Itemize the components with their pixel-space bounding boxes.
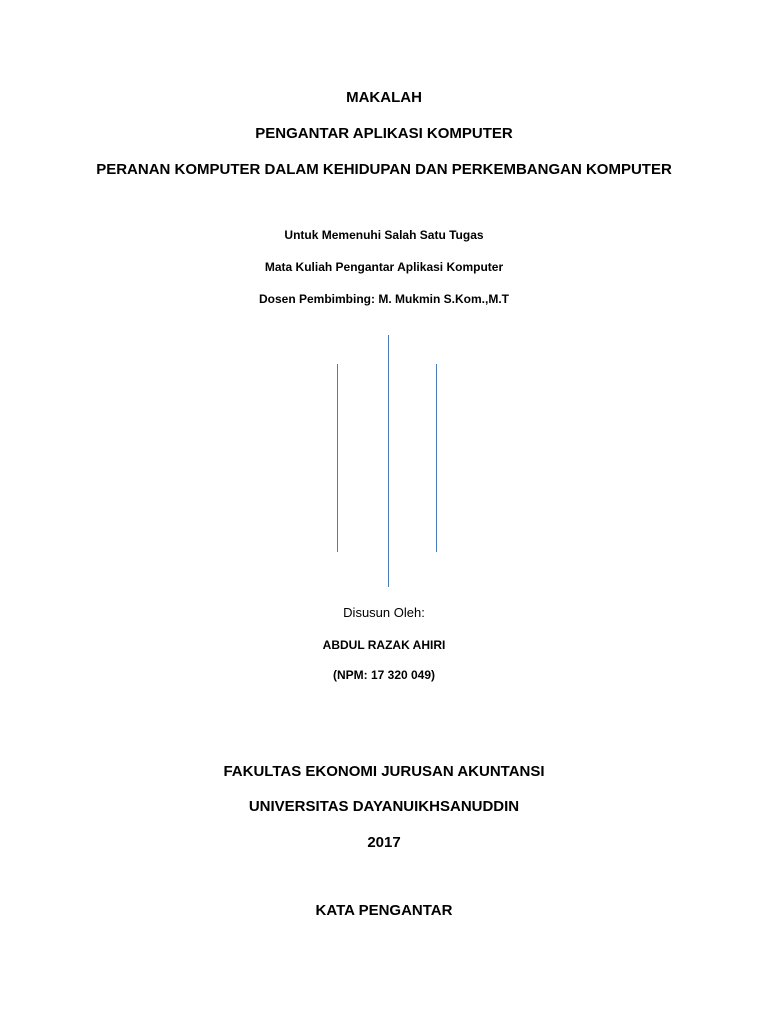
author-name: ABDUL RAZAK AHIRI: [322, 638, 446, 652]
author-label: Disusun Oleh:: [343, 605, 425, 620]
year-line: 2017: [367, 834, 401, 851]
faculty-line: FAKULTAS EKONOMI JURUSAN AKUNTANSI: [223, 763, 545, 780]
purpose-line-1: Untuk Memenuhi Salah Satu Tugas: [284, 228, 484, 242]
decorative-rule-left: [337, 364, 338, 552]
purpose-line-2: Mata Kuliah Pengantar Aplikasi Komputer: [264, 260, 504, 274]
doc-type-heading: MAKALAH: [346, 89, 422, 106]
decorative-rule-center: [388, 335, 389, 587]
decorative-rule-right: [436, 364, 437, 552]
section-heading-kata-pengantar: KATA PENGANTAR: [315, 902, 453, 919]
course-title: PENGANTAR APLIKASI KOMPUTER: [255, 125, 513, 142]
topic-title: PERANAN KOMPUTER DALAM KEHIDUPAN DAN PERKEMBANGAN KOMPUTER: [96, 161, 672, 178]
lecturer-line: Dosen Pembimbing: M. Mukmin S.Kom.,M.T: [258, 292, 509, 306]
university-line: UNIVERSITAS DAYANUIKHSANUDDIN: [248, 798, 520, 815]
author-npm: (NPM: 17 320 049): [332, 668, 436, 682]
